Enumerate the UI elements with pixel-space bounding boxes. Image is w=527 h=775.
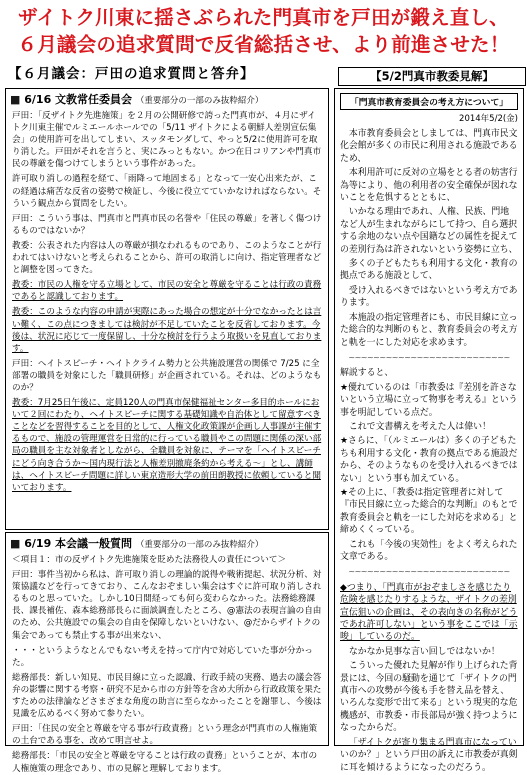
board-view-paragraph: 本市教育委員会としましては、門真市民文化会館が多くの市民に利用される施設であるため、 (340, 129, 518, 164)
board-view-body (340, 128, 518, 774)
square-bullet-icon: ■ (10, 93, 21, 106)
committee-paragraph: 教委：7月25日午後に、定員120人の門真市保健福祉センター多目的ホールにおいて２回にわたり、ヘイトスピーチに関する基礎知識や自治体として留意すべきことなどを習得することを目的として、人権文化政策課が企画し人事課が主催するもので、施設の管理運営を日常的に行っている職員やこの問題に関係の深い部局の職員を主な対象者としながら、全職員を対象に、テーマを「ヘイトスピーチにどう向き合うか～国内現行法と人権差別撤廃条約から考える～」とし、講師は、ヘイトスピーチ問題に詳しい東京造形大学の前田朗教授に依頼していると聞いております。 (12, 398, 322, 493)
commentary-point: ★優れているのは「市教委は『差別を許さないという立場に立って物事を考える』という事を明記している点だ。 (340, 382, 518, 418)
board-view-paragraph: 本施設の指定管理者にも、市民目線に立った総合的な判断のもと、教育委員会の考え方と軌を一にした対応を求めます。 (340, 312, 518, 348)
committee-paragraph: 教委：市民の人権を守る立場として、市民の安全と尊厳を守ることは行政の責務であると認識しております。 (12, 280, 322, 303)
committee-paragraph: 許可取り消しの過程を経て、「雨降って地固まる」となって一安心出来たが、この経過は痛苦な反省の姿勢で検証し、今後に役立てていかなければならない。そういう観点から質問をしたい。 (12, 174, 322, 209)
board-view-paragraph: 受け入れるべきではないという考え方であります。 (340, 285, 518, 309)
commentary-point: これで文書構えを考えた人は偉い！ (348, 421, 491, 432)
commentary-point: これも「今後の実効性」をよく考えられた文章である。 (340, 539, 518, 562)
committee-heading (10, 91, 324, 107)
board-view-paragraph: いかなる理由であれ、人権、民族、門地など人が生まれながらにして持つ、自ら選択する余地のない点や国籍などの属性を捉えての差別行為は許されないという姿勢に立ち、 (340, 207, 518, 255)
headline-line-2: ６月議会の追求質問で反省総括させ、より前進させた！ (17, 33, 510, 56)
plenary-paragraph: 戸田：事件当初から私は、許可取り消しの理論的説得や戦術提起、状況分析、対策協議などを行ってきており、こんなおぞましい集会はすぐに許可取り消しされるものと思っていた。しかし10日間経っても何ら変わらなかった。法務総務課長、課長補佐、森本総務部長らに面談調査したところ、@憲法の表現言論の自由のため、公共施設での集会の自由を保障しないといけない、@だからザイトクの集会であっても禁止する事が出来ない、 (12, 570, 322, 641)
committee-paragraph: 戸田：ヘイトスピーチ・ヘイトクライム勢力と公共施設運営の関係で 7/25 に全部署の職員を対象にした「職員研修」が企画されている。それは、どのようなものか？ (12, 358, 322, 393)
separator: ~~~~~~~~~~~~~~~~~~~~~~~~~~ (348, 567, 510, 577)
plenary-paragraph: 総務部長：「市民の安全と尊厳を守ることは行政の責務」ということが、本市の人権施策の理念であり、市の見解と理解しております。 (12, 751, 318, 774)
closing-paragraph: なかなか見事な言い回しではないか！ (348, 646, 500, 657)
commentary-intro: 解説すると、 (340, 368, 394, 379)
committee-paragraph: 教委：このような内容の申請が実際にあった場合の想定が十分でなかったとは言い難く、この点につきましては検討が不足していたことを反省しております。今後は、状況に応じて一度保留し、十分な検討を行うよう取扱いを見直しております。 (12, 307, 322, 354)
plenary-heading (10, 535, 324, 551)
plenary-paragraph: 総務部長：新しい知見、市民目線に立った認識、行政手続の実務、過去の議会答弁の影響に関する考察・研究不足から市の方針等を含め大所から行政政策を果たすための法律論などさまざまな角度の助言に至らなかったことを謝罪し、今後は見識を広めるべく努めて参りたい。 (12, 672, 322, 720)
board-view-paragraph: 本利用許可に反対の立場をとる者の妨害行為等により、他の利用者の安全確保が図れないことを危惧するとともに、 (340, 168, 518, 204)
plenary-qa-box (5, 532, 329, 774)
committee-paragraph: 戸田：こういう事は、門真市と門真市民の名誉や「住民の尊厳」を著しく傷つけるものではないか？ (12, 213, 322, 236)
closing-paragraph: 「ザイトクが寄り集まる門真市になっていいのか？」という戸田の訴えに市教委が真剣に耳を傾けるようになったのだろう。 (340, 737, 518, 773)
plenary-title: 6/19 本会議一般質問 (24, 537, 133, 550)
commentary-point: ★その上に、「教委は指定管理者に対して『市民目線に立った総合的な判断』のもとで教育委員会と軌を一にした対応を求める」と締めくくっている。 (340, 487, 518, 536)
committee-title: 6/16 文教常任委員会 (24, 93, 133, 106)
closing-paragraph: こういった優れた見解が作り上げられた背景には、今回の騒動を通じて「ザイトクの門真市への攻勢が今後も手を替え品を替え、いろんな変形で出て来る」という現実的な危機感が、市教委・市長部局が強く持つようになったからだ。 (340, 661, 518, 734)
board-view-date: 2014年5/2(金) (459, 114, 518, 124)
committee-body (6, 110, 328, 494)
committee-note: （重要部分の一部のみ抜粋紹介） (135, 96, 264, 106)
plenary-note: （重要部分の一部のみ抜粋紹介） (135, 540, 264, 550)
square-bullet-icon: ■ (10, 537, 21, 550)
committee-qa-box (5, 88, 329, 530)
board-view-title: 「門真市教育委員会の考え方について」 (340, 93, 518, 110)
section-heading: 【６月議会：戸田の追求質問と答弁】 (8, 66, 255, 82)
committee-paragraph: 教委：公表された内容は人の尊厳が損なわれるものであり、このようなことが行われてはいけないと考えられることから、許可の取消しに向け、指定管理者などと調整を図ってきた。 (12, 240, 322, 276)
headline (0, 4, 527, 58)
board-view-box (334, 88, 524, 773)
board-view-paragraph: 多くの子どもたちも利用する文化・教育の拠点である施設として、 (340, 259, 518, 282)
plenary-paragraph: ・・・というようなとんでもない考えを持って庁内で対応していた事が分かった。 (12, 645, 313, 668)
commentary-point: ★さらに、「（ルミエールは）多くの子どもたちも利用する文化・教育の拠点である施設だから、そのようなものを受け入れるべきではない」という事も加えている。 (340, 436, 518, 484)
plenary-body (6, 554, 328, 775)
committee-paragraph: 戸田：「反ザイトク先進施策」を２月の公開研修で誇った門真市が、４月にザイトク川東主催でルミエールホールでの「5/11 ザイトクによる朝鮮人差別宣伝集会」の使用許可を出してしまい、スッタモンダして、やっと5/2に使用許可を取り消した。戸田がそれを言うと、実にみっともない。かつ在日コリアンや門真市民の尊厳を傷つけてしまうという事件があった。 (12, 111, 322, 170)
plenary-item: ＜項目１：市の反ザイトク先進施策を貶めた法務役人の責任について＞ (12, 555, 287, 565)
right-heading: 【5/2門真市教委見解】 (338, 67, 526, 86)
headline-line-1: ザイトク川東に揺さぶられた門真市を戸田が鍛え直し、 (18, 6, 509, 29)
separator: ~~~~~~~~~~~~~~~~~~~~~~~~~~ (348, 352, 510, 362)
plenary-paragraph: 戸田：「住民の安全と尊厳を守る事が行政責務」という理念が門真市の人権施策の土台である事を、改めて明言せよ。 (12, 724, 318, 747)
closing-paragraph: ◆つまり、「門真市がおぞましさを感じたり危険を感じたりするような、ザイトクの差別宣伝狙いの企画は、その表向きの名称がどうであれ許可しない」という事をここでは「示唆」しているのだ。 (340, 582, 518, 643)
